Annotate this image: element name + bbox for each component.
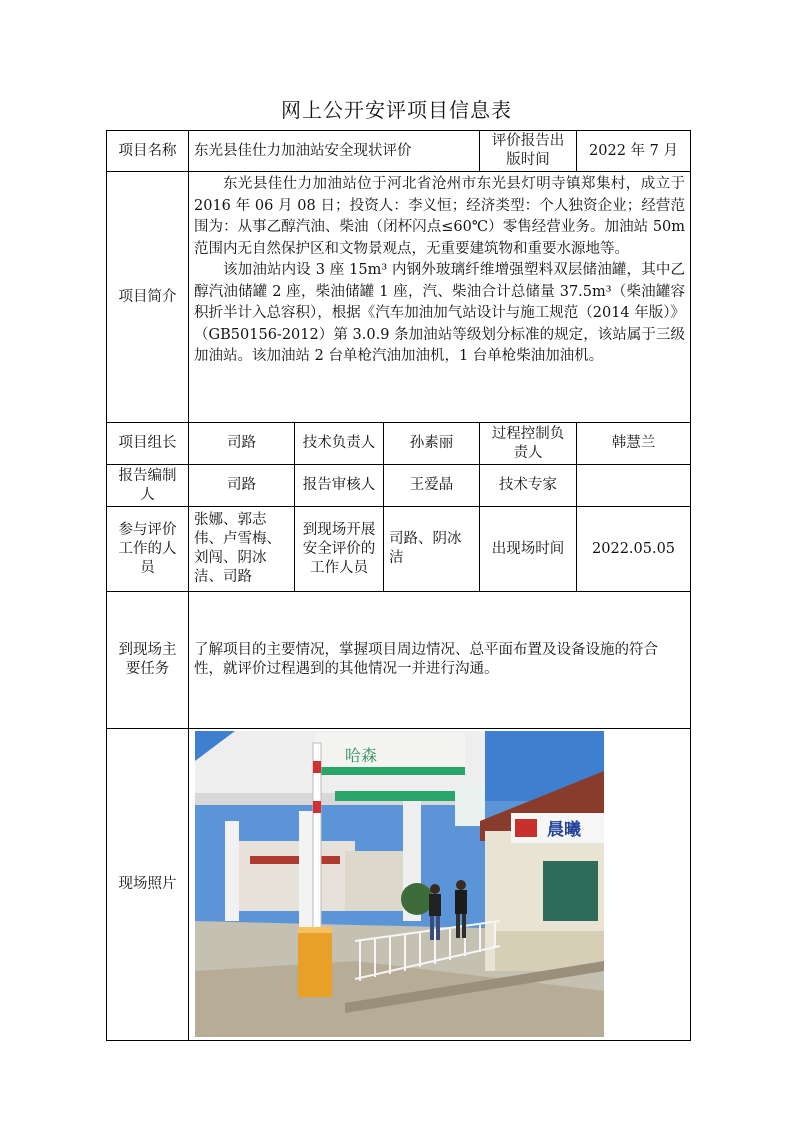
intro-paragraph-1: 东光县佳仕力加油站位于河北省沧州市东光县灯明寺镇郑集村，成立于 2016 年 06 月 08 日；投资人：李义恒；经济类型：个人独资企业；经营范围为：从事乙醇汽油、柴油（闭杯闪点≤60℃）零售经营业务。加油站 50m 范围内无自然保护区和文物景观点，无重要建筑物和重要水源地等。 — [194, 176, 686, 257]
tech-lead: 孙素丽 — [384, 423, 480, 465]
row-project-name — [107, 131, 691, 172]
label-expert: 技术专家 — [480, 465, 577, 507]
label-intro: 项目简介 — [107, 172, 189, 423]
project-name: 东光县佳仕力加油站安全现状评价 — [189, 131, 480, 172]
row-team — [107, 423, 691, 465]
page-title: 网上公开安评项目信息表 — [281, 98, 512, 122]
label-onsite: 到现场开展安全评价的工作人员 — [295, 507, 384, 592]
photo-sign-right: 晨曦 — [547, 820, 581, 840]
label-task: 到现场主要任务 — [107, 592, 189, 729]
process-control: 韩慧兰 — [577, 423, 691, 465]
label-photo: 现场照片 — [107, 729, 189, 1041]
label-report-date: 评价报告出版时间 — [480, 131, 577, 172]
reviewer: 王爱晶 — [384, 465, 480, 507]
label-process-control: 过程控制负责人 — [480, 423, 577, 465]
photo-cell — [189, 729, 691, 1041]
leader: 司路 — [189, 423, 295, 465]
row-photo — [107, 729, 691, 1041]
label-tech-lead: 技术负责人 — [295, 423, 384, 465]
info-table — [106, 130, 691, 1041]
onsite-time: 2022.05.05 — [577, 507, 691, 592]
task: 了解项目的主要情况，掌握项目周边情况、总平面布置及设备设施的符合性，就评价过程遇到的其他情况一并进行沟通。 — [189, 592, 691, 729]
staff: 张娜、郭志伟、卢雪梅、刘闯、阴冰洁、司路 — [189, 507, 295, 592]
row-report — [107, 465, 691, 507]
label-writer: 报告编制人 — [107, 465, 189, 507]
photo-sign-left: 哈森 — [345, 746, 378, 765]
report-date: 2022 年 7 月 — [577, 131, 691, 172]
row-staff — [107, 507, 691, 592]
onsite-staff: 司路、阴冰洁 — [384, 507, 480, 592]
row-intro — [107, 172, 691, 423]
expert — [577, 465, 691, 507]
label-project-name: 项目名称 — [107, 131, 189, 172]
label-onsite-time: 出现场时间 — [480, 507, 577, 592]
label-leader: 项目组长 — [107, 423, 189, 465]
row-task — [107, 592, 691, 729]
label-staff: 参与评价工作的人员 — [107, 507, 189, 592]
site-photo — [195, 731, 604, 1037]
intro-paragraph-2: 该加油站内设 3 座 15m³ 内钢外玻璃纤维增强塑料双层储油罐，其中乙醇汽油储罐 2 座，柴油储罐 1 座，汽、柴油合计总储量 37.5m³（柴油罐容积折半计入总容积），根据《汽车加油加气站设计与施工规范（2014 年版）》（GB50156-2012）第 3.0.9 条加油站等级划分标准的规定，该站属于三级加油站。该加油站 2 台单枪汽油加油机，1 台单枪柴油加油机。 — [194, 262, 686, 364]
writer: 司路 — [189, 465, 295, 507]
intro-text — [189, 172, 691, 423]
label-reviewer: 报告审核人 — [295, 465, 384, 507]
